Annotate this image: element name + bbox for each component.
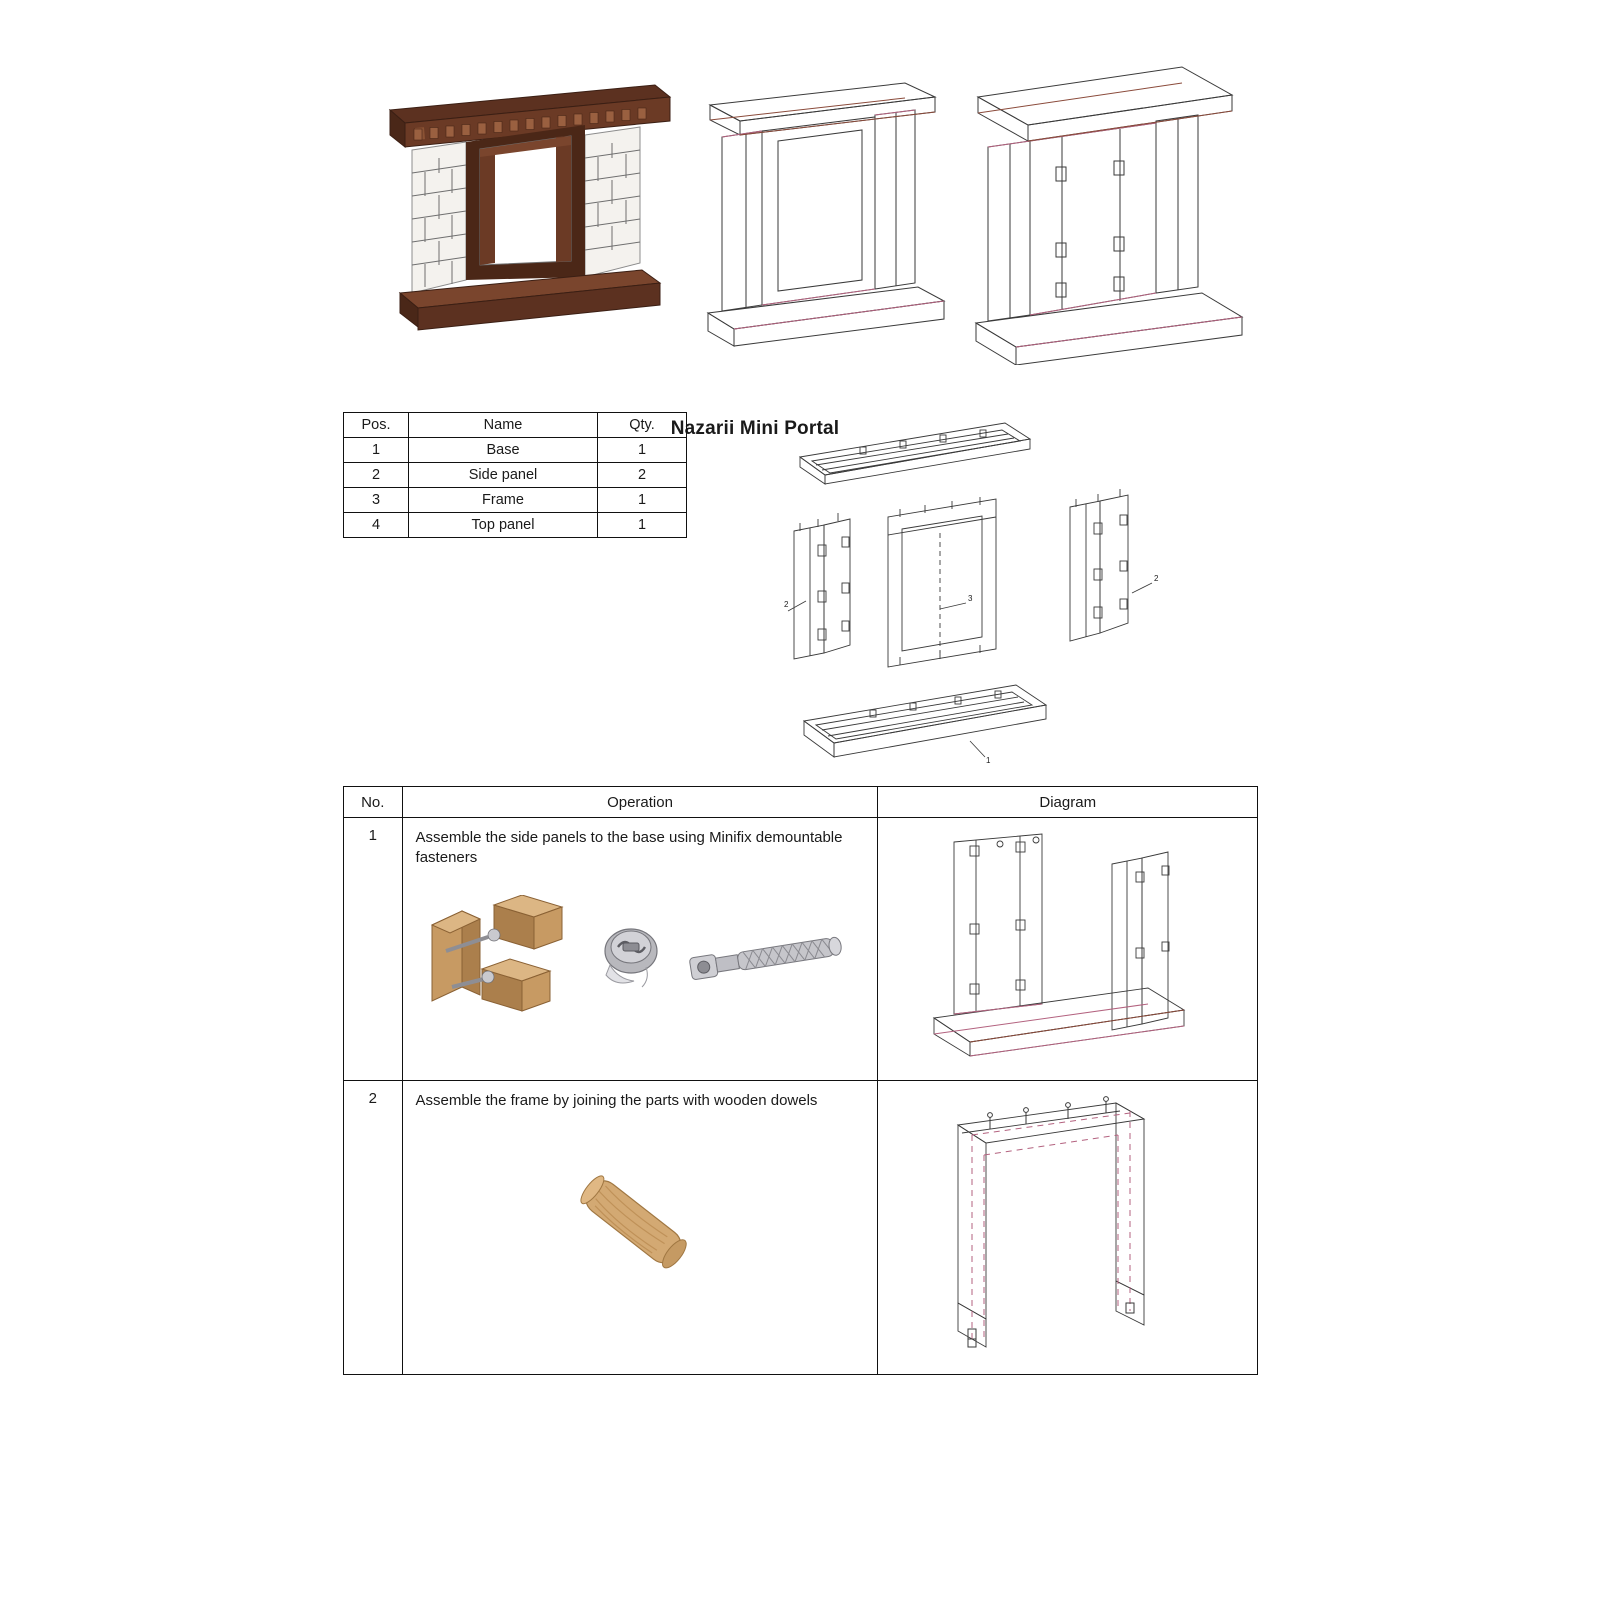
cell-pos: 3	[344, 488, 409, 513]
hardware-illustrations	[404, 887, 877, 1017]
wooden-dowel-illustration	[554, 1161, 714, 1281]
technical-view-front	[700, 65, 950, 365]
step1-diagram	[916, 828, 1216, 1063]
table-row	[344, 438, 687, 463]
cell-qty: 2	[598, 463, 687, 488]
exploded-assembly-diagram	[780, 405, 1250, 785]
operation-row-1	[344, 818, 1258, 1081]
parts-list-table	[343, 412, 687, 538]
table-row	[344, 513, 687, 538]
header-qty: Qty.	[598, 413, 687, 438]
cell-name: Base	[409, 438, 598, 463]
callout-2-right: 2	[1154, 574, 1159, 583]
cell-qty: 1	[598, 438, 687, 463]
product-photo	[370, 65, 690, 365]
operation-cell-1	[402, 818, 878, 1081]
cell-name: Side panel	[409, 463, 598, 488]
ops-header-operation: Operation	[402, 787, 878, 818]
table-row	[344, 463, 687, 488]
page-title: Nazarii Mini Portal	[670, 418, 840, 439]
diagram-cell-1	[878, 818, 1258, 1081]
header-pos: Pos.	[344, 413, 409, 438]
operation-text: Assemble the frame by joining the parts with wooden dowels	[415, 1092, 818, 1109]
step2-diagram	[928, 1089, 1208, 1359]
diagram-cell-2	[878, 1081, 1258, 1375]
ops-header-no: No.	[344, 787, 403, 818]
table-row	[344, 488, 687, 513]
cell-pos: 1	[344, 438, 409, 463]
ops-header-row	[344, 787, 1258, 818]
cell-pos: 4	[344, 513, 409, 538]
ops-header-diagram: Diagram	[878, 787, 1258, 818]
cell-name: Frame	[409, 488, 598, 513]
callout-1: 1	[986, 756, 991, 765]
technical-view-back	[970, 55, 1250, 365]
operation-row-2	[344, 1081, 1258, 1375]
hardware-illustrations	[404, 1141, 877, 1321]
operation-cell-2	[402, 1081, 878, 1375]
cell-name: Top panel	[409, 513, 598, 538]
cell-pos: 2	[344, 463, 409, 488]
callout-3: 3	[968, 594, 973, 603]
cell-qty: 1	[598, 513, 687, 538]
cell-qty: 1	[598, 488, 687, 513]
operation-text: Assemble the side panels to the base using Minifix demountable fasteners	[415, 829, 843, 867]
operation-number: 2	[344, 1081, 403, 1375]
callout-2-left: 2	[784, 600, 789, 609]
minifix-bolt-illustration	[684, 927, 864, 987]
minifix-cam-illustration	[592, 917, 670, 997]
wood-joint-illustration	[422, 895, 572, 1015]
operation-number: 1	[344, 818, 403, 1081]
table-header-row	[344, 413, 687, 438]
assembly-operations-table	[343, 786, 1258, 1375]
header-name: Name	[409, 413, 598, 438]
